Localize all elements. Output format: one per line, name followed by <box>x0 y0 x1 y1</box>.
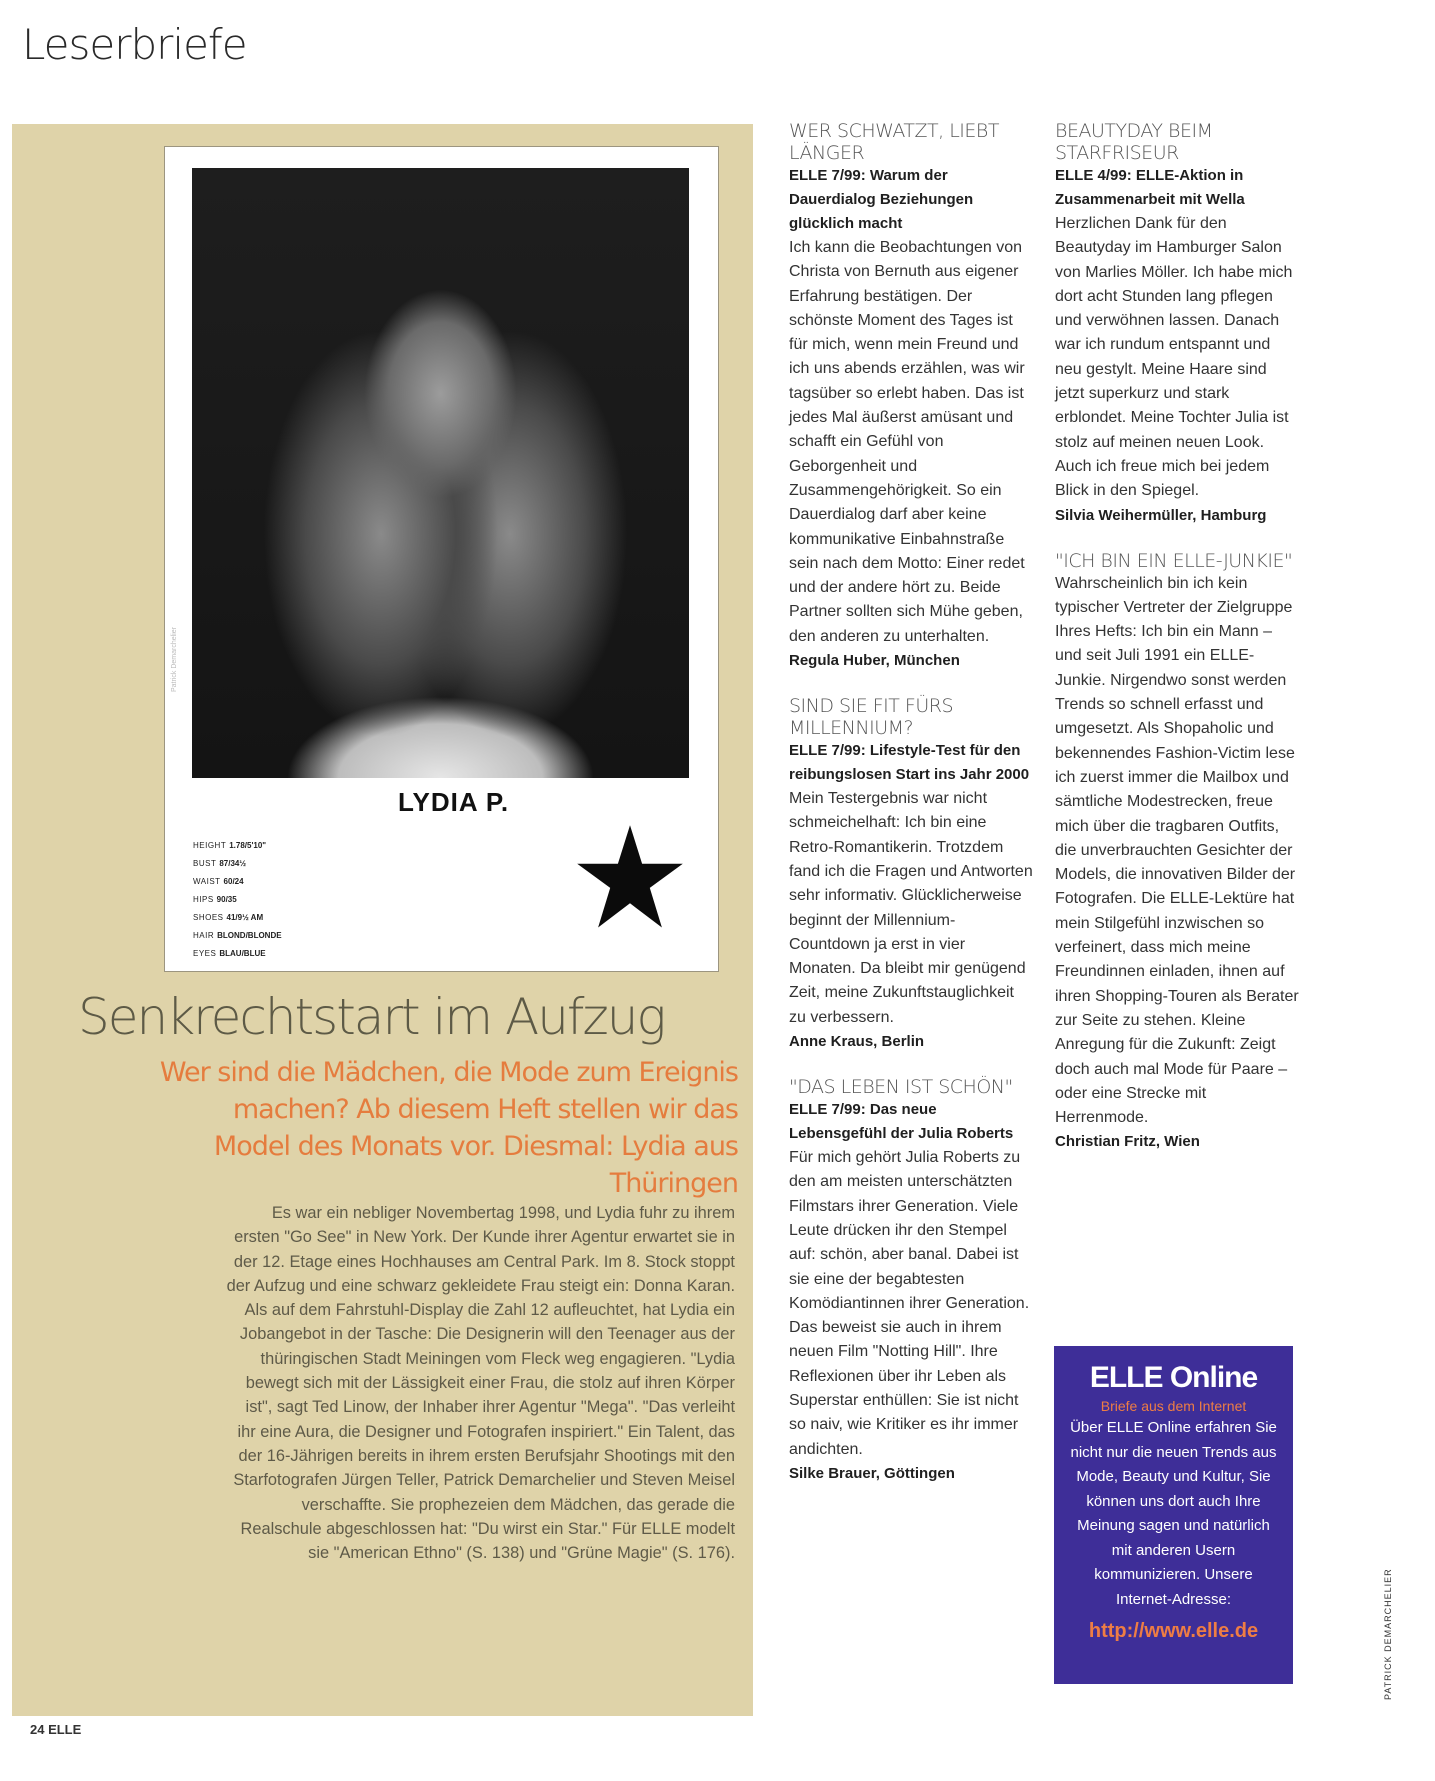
letter-signature: Christian Fritz, Wien <box>1055 1133 1200 1151</box>
letter <box>1055 120 1300 528</box>
elle-online-box <box>1054 1346 1293 1684</box>
letter-signature: Anne Kraus, Berlin <box>789 1033 925 1051</box>
online-box-text: Über ELLE Online erfahren Sie nicht nur die neuen Trends aus Mode, Beauty und Kultur, Sie können uns dort auch Ihre Meinung sagen und natürlich mit anderen Usern kommunizieren. Unsere Internet-Adresse: <box>1070 1419 1277 1608</box>
feature-subline: Wer sind die Mädchen, die Mode zum Ereignis machen? Ab diesem Heft stellen wir das Model des Monats vor. Diesmal: Lydia aus Thüringen <box>159 1057 738 1199</box>
online-box-url-link[interactable]: http://www.elle.de <box>1088 1620 1259 1642</box>
page-number: 24 ELLE <box>30 1722 82 1737</box>
letter-body: Für mich gehört Julia Roberts zu den am meisten unterschätzten Filmstars ihrer Generation. Viele Leute drücken ihr den Stempel auf: schön, aber banal. Dabei ist sie eine der begabtesten Komödiantinnen ihrer Generation. Das beweist sie auch in ihrem neuen Film "Notting Hill". Ihre Reflexionen über ihr Leben als Superstar enthüllen: Sie ist nicht so naiv, wie Kritiker es ihr immer andichten. <box>789 1149 1030 1458</box>
feature-headline: Senkrechtstart im Aufzug <box>78 988 665 1046</box>
letter-heading: BEAUTYDAY BEIM STARFRISEUR <box>1055 120 1213 164</box>
letter-reference: ELLE 4/99: ELLE-Aktion in Zusammenarbeit mit Wella <box>1055 167 1245 208</box>
letter-signature: Silvia Weihermüller, Hamburg <box>1055 506 1267 524</box>
stat-row: BUST 87/34½ <box>193 859 247 868</box>
letter-heading: SIND SIE FIT FÜRS MILLENNIUM? <box>789 695 954 740</box>
stat-row: SHOES 41/9½ AM <box>193 913 264 922</box>
model-comp-card <box>164 146 719 972</box>
feature-article: Es war ein nebliger Novembertag 1998, und Lydia fuhr zu ihrem ersten "Go See" in New York. Der Kunde ihrer Agentur erwartet sie in der 12. Etage eines Hochhauses am Central Park. Im 8. Stock stoppt der Aufzug und eine schwarz gekleidete Frau steigt ein: Donna Karan. Als auf dem Fahrstuhl-Display die Zahl 12 aufleuchtet, hat Lydia ein Jobangebot in der Tasche: Die Designerin will den Teenager aus der thüringischen Stadt Meiningen vom Fleck weg engagieren. "Lydia bewegt sich mit der Lässigkeit einer Frau, die stolz auf ihren Körper ist", sagt Ted Linow, der Inhaber ihrer Agentur "Mega". "Das verleiht ihr eine Aura, die Designer und Fotografen inspiriert." Ein Talent, das der 16-Jährigen bereits in ihrem ersten Berufsjahr Shootings mit den Starfotografen Jürgen Teller, Patrick Demarchelier und Steven Meisel verschaffte. Sie prophezeien dem Mädchen, das gerade die Realschule abgeschlossen hat: "Du wirst ein Star." Für ELLE modelt sie "American Ethno" (S. 138) und "Grüne Magie" (S. 176). <box>226 1204 735 1563</box>
model-name: LYDIA P. <box>398 787 510 817</box>
stat-row: HEIGHT 1.78/5'10" <box>193 841 267 850</box>
photo-credit: Patrick Demarchelier <box>171 627 178 692</box>
stat-row: HIPS 90/35 <box>193 895 237 904</box>
star-icon <box>575 823 685 933</box>
letter-reference: ELLE 7/99: Das neue Lebensgefühl der Julia Roberts <box>789 1101 1014 1143</box>
letters-column-2 <box>1055 120 1300 1176</box>
letter <box>789 695 1034 1054</box>
letter-reference: ELLE 7/99: Warum der Dauerdialog Beziehungen glücklich macht <box>789 167 974 232</box>
letter-body: Ich kann die Beobachtungen von Christa von Bernuth aus eigener Erfahrung bestätigen. Der schönste Moment des Tages ist für mich, wenn mein Freund und ich uns abends erzählen, was wir tagsüber so erlebt haben. Das ist jedes Mal äußerst amüsant und schafft ein Gefühl von Geborgenheit und Zusammengehörigkeit. So ein Dauerdialog darf aber keine kommunikative Einbahnstraße sein nach dem Motto: Einer redet und der andere hört zu. Beide Partner sollten sich Mühe geben, den anderen zu unterhalten. <box>789 239 1025 645</box>
letter <box>789 120 1034 673</box>
online-box-title: ELLE Online <box>1089 1361 1258 1394</box>
letter-body: Mein Testergebnis war nicht schmeichelhaft: Ich bin eine Retro-Romantikerin. Trotzdem fand ich die Fragen und Antworten sehr informativ. Glücklicherweise beginnt der Millennium-Countdown ja erst in vier Monaten. Da bleibt mir genügend Zeit, meine Zukunftstauglichkeit zu verbessern. <box>789 790 1033 1026</box>
stat-row: EYES BLAU/BLUE <box>193 949 266 958</box>
letter <box>789 1076 1034 1486</box>
letter-body: Herzlichen Dank für den Beautyday im Hamburger Salon von Marlies Möller. Ich habe mich dort acht Stunden lang pflegen und verwöhnen lassen. Danach war ich rundum entspannt und neu gestylt. Meine Haare sind jetzt superkurz und stark erblondet. Meine Tochter Julia ist stolz auf meinen neuen Look. Auch ich freue mich bei jedem Blick in den Spiegel. <box>1055 215 1293 500</box>
letter-body: Wahrscheinlich bin ich kein typischer Vertreter der Zielgruppe Ihres Hefts: Ich bin ein Mann – und seit Juli 1991 ein ELLE-Junkie. Nirgendwo sonst werden Trends so schnell erfasst und umgesetzt. Als Shopaholic und bekennendes Fashion-Victim lese ich zuerst immer die Mailbox und sämtliche Modestrecken, freue mich über die tragbaren Outfits, die unverbrauchten Gesichter der Models, die innovativen Bilder der Fotografen. Die ELLE-Lektüre hat mein Stilgefühl inzwischen so verfeinert, dass mich meine Freundinnen einladen, ihnen auf ihren Shopping-Touren als Berater zur Seite zu stehen. Kleine Anregung für die Zukunft: Zeigt doch auch mal Mode für Paare – oder eine Strecke mit Herrenmode. <box>1055 574 1299 1127</box>
letter-reference: ELLE 7/99: Lifestyle-Test für den reibungslosen Start ins Jahr 2000 <box>789 742 1030 784</box>
side-photo-credit: PATRICK DEMARCHELIER <box>1383 1568 1393 1700</box>
letter <box>1055 550 1300 1155</box>
online-box-subtitle: Briefe aus dem Internet <box>1100 1398 1247 1414</box>
letter-heading: WER SCHWATZT, LIEBT LÄNGER <box>789 120 999 164</box>
model-photo <box>192 168 689 778</box>
letter-signature: Regula Huber, München <box>789 652 960 670</box>
stat-row: WAIST 60/24 <box>193 877 244 886</box>
letter-heading: "ICH BIN EIN ELLE-JUNKIE" <box>1055 549 1293 572</box>
letters-column-1 <box>789 120 1034 1508</box>
section-title: Leserbriefe <box>22 20 247 69</box>
letter-heading: "DAS LEBEN IST SCHÖN" <box>789 1076 1013 1099</box>
stat-row: HAIR BLOND/BLONDE <box>193 931 282 940</box>
model-stats <box>193 837 282 963</box>
letter-signature: Silke Brauer, Göttingen <box>789 1464 955 1482</box>
